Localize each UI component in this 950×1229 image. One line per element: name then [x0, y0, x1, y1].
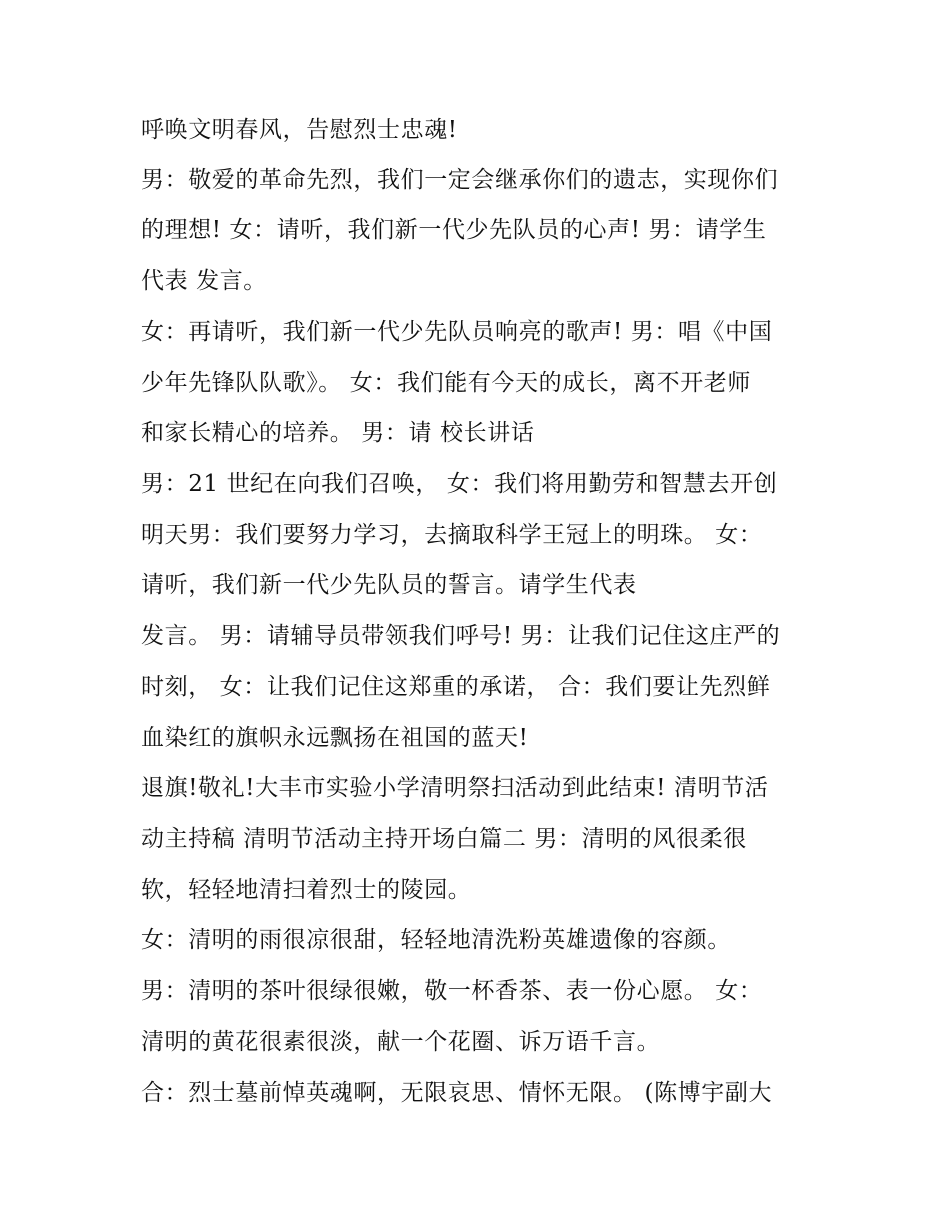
text-line: 呼唤文明春风，告慰烈士忠魂! [141, 117, 458, 143]
text-line: 明天男：我们要努力学习，去摘取科学王冠上的明珠。 女： [141, 522, 763, 548]
text-line: 血染红的旗帜永远飘扬在祖国的蓝天! [141, 725, 529, 751]
text-line: 清明的黄花很素很淡，献一个花圈、诉万语千言。 [141, 1029, 661, 1055]
text-line: 时刻， 女：让我们记住这郑重的承诺， 合：我们要让先烈鲜 [141, 674, 771, 700]
text-line: 男：21 世纪在向我们召唤， 女：我们将用勤劳和智慧去开创 [141, 471, 778, 497]
text-line: 发言。 男：请辅导员带领我们呼号! 男：让我们记住这庄严的 [141, 623, 781, 649]
text-line: 合：烈士墓前悼英魂啊，无限哀思、情怀无限。 (陈博宇副大 [141, 1080, 773, 1106]
text-line: 退旗!敬礼!大丰市实验小学清明祭扫活动到此结束! 清明节活 [141, 775, 769, 801]
text-line: 动主持稿 清明节活动主持开场白篇二 男：清明的风很柔很 [141, 826, 747, 852]
text-line: 男：敬爱的革命先烈，我们一定会继承你们的遗志，实现你们 [141, 167, 779, 193]
text-line: 和家长精心的培养。 男：请 校长讲话 [141, 420, 535, 446]
text-line: 女：再请听，我们新一代少先队员响亮的歌声! 男：唱《中国 [141, 319, 773, 345]
text-line: 女：清明的雨很凉很甜，轻轻地清洗粉英雄遗像的容颜。 [141, 927, 731, 953]
text-line: 男：清明的茶叶很绿很嫩，敬一杯香茶、表一份心愿。 女： [141, 978, 763, 1004]
text-line: 的理想! 女：请听，我们新一代少先队员的心声! 男：请学生 [141, 217, 767, 243]
text-line: 软，轻轻地清扫着烈士的陵园。 [141, 877, 472, 903]
text-line: 代表 发言。 [141, 268, 267, 294]
text-line: 请听，我们新一代少先队员的誓言。请学生代表 [141, 572, 637, 598]
text-line: 少年先锋队队歌》。 女：我们能有今天的成长，离不开老师 [141, 370, 752, 396]
